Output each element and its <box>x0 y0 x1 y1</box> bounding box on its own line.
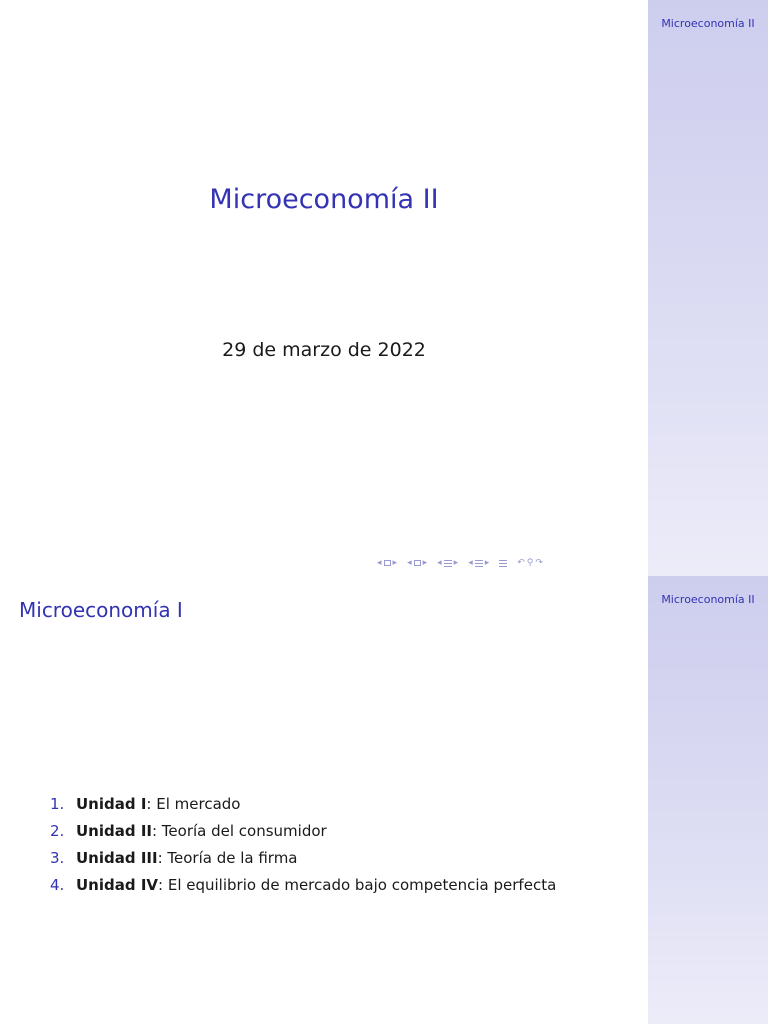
nav-subsection-lines-icon[interactable] <box>475 560 483 567</box>
unit-topic: : Teoría del consumidor <box>151 822 327 840</box>
unit-name: Unidad I <box>76 795 147 813</box>
presentation-title: Microeconomía II <box>209 184 439 215</box>
unit-name: Unidad IV <box>76 876 159 894</box>
list-item <box>50 848 556 875</box>
arrow-right-icon[interactable]: ▸ <box>453 557 459 568</box>
list-item <box>50 875 556 902</box>
presentation-date: 29 de marzo de 2022 <box>222 339 426 361</box>
sidebar-title[interactable]: Microeconomía II <box>661 593 755 606</box>
arrow-left-icon[interactable]: ◂ <box>377 557 382 568</box>
nav-frame-group[interactable] <box>377 559 397 568</box>
list-number: 4. <box>50 876 65 894</box>
unit-list <box>50 794 556 902</box>
beamer-navigation-bar <box>377 556 551 570</box>
sidebar <box>648 0 768 576</box>
arrow-right-icon[interactable]: ▸ <box>484 557 490 568</box>
unit-topic: : El mercado <box>146 795 241 813</box>
list-item <box>50 821 556 848</box>
unit-name: Unidad II <box>76 822 152 840</box>
unit-topic: : Teoría de la firma <box>157 849 298 867</box>
nav-section-icon[interactable] <box>444 560 452 567</box>
frame-title: Microeconomía I <box>19 598 183 622</box>
nav-subsection-group[interactable] <box>407 559 427 568</box>
arrow-left-icon[interactable]: ◂ <box>468 557 473 568</box>
outline-slide <box>0 576 768 1024</box>
nav-document-icon[interactable] <box>499 560 507 567</box>
arrow-left-icon[interactable]: ◂ <box>437 557 442 568</box>
undo-icon[interactable]: ↶ <box>517 557 525 568</box>
list-number: 1. <box>50 795 65 813</box>
unit-name: Unidad III <box>76 849 158 867</box>
unit-topic: : El equilibrio de mercado bajo competencia perfecta <box>158 876 557 894</box>
redo-icon[interactable]: ↷ <box>535 557 543 568</box>
search-icon[interactable]: ⚲ <box>526 557 534 568</box>
sidebar <box>648 576 768 1024</box>
nav-search-group[interactable] <box>517 559 543 568</box>
arrow-left-icon[interactable]: ◂ <box>407 557 412 568</box>
nav-subsection-icon[interactable] <box>414 560 421 566</box>
nav-document-group[interactable] <box>499 560 507 567</box>
sidebar-title[interactable]: Microeconomía II <box>661 17 755 30</box>
nav-frame-icon[interactable] <box>384 560 391 566</box>
nav-subsubsection-group[interactable] <box>468 559 489 568</box>
arrow-right-icon[interactable]: ▸ <box>422 557 428 568</box>
list-number: 3. <box>50 849 65 867</box>
list-item <box>50 794 556 821</box>
arrow-right-icon[interactable]: ▸ <box>392 557 398 568</box>
nav-section-group[interactable] <box>437 559 458 568</box>
list-number: 2. <box>50 822 65 840</box>
